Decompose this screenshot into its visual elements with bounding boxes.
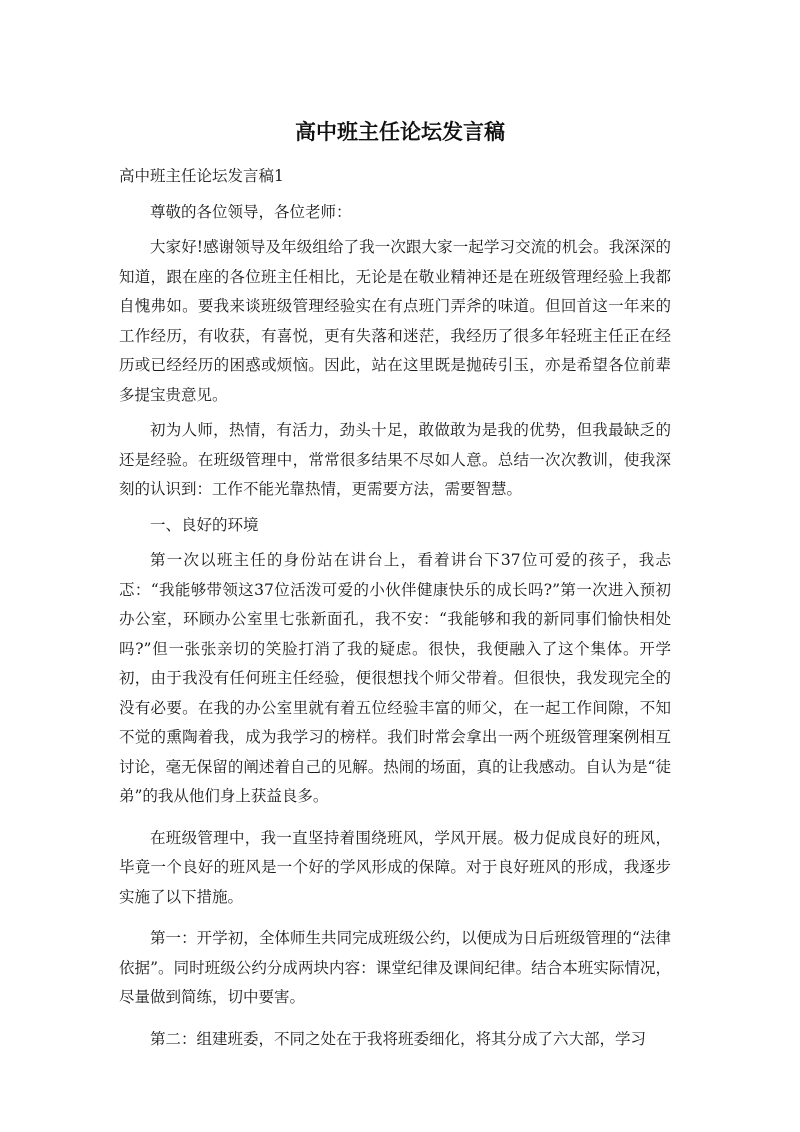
paragraph: 第一次以班主任的身份站在讲台上，看着讲台下37位可爱的孩子，我忐忑：“我能够带领这37位活泼可爱的小伙伴健康快乐的成长吗?”第一次进入预初办公室，环顾办公室里七张新面孔，我不安：“我能够和我的新同事们愉快相处吗?”但一张张亲切的笑脸打消了我的疑虑。很快，我便融入了这个集体。开学初，由于我没有任何班主任经验，便很想找个师父带着。但很快，我发现完全的没有必要。在我的办公室里就有着五位经验丰富的师父，在一起工作间隙，不知不觉的熏陶着我，成为我学习的榜样。我们时常会拿出一两个班级管理案例相互讨论，毫无保留的阐述着自己的见解。热闹的场面，真的让我感动。自认为是“徒弟”的我从他们身上获益良多。 <box>119 551 671 805</box>
paragraph: 初为人师，热情，有活力，劲头十足，敢做敢为是我的优势，但我最缺乏的还是经验。在班级管理中，常常很多结果不尽如人意。总结一次次教训，使我深刻的认识到：工作不能光靠热情，更需要方法，需要智慧。 <box>119 421 671 498</box>
document-title: 高中班主任论坛发言稿 <box>295 120 505 144</box>
salutation: 尊敬的各位领导，各位老师： <box>150 202 352 221</box>
section-heading: 高中班主任论坛发言稿1 <box>119 167 284 185</box>
paragraph: 第一：开学初，全体师生共同完成班级公约，以便成为日后班级管理的“法律依据”。同时班级公约分成两块内容：课堂纪律及课间纪律。结合本班实际情况，尽量做到简练，切中要害。 <box>119 929 671 1006</box>
subheading: 一、良好的环境 <box>150 515 259 534</box>
paragraph: 大家好!感谢领导及年级组给了我一次跟大家一起学习交流的机会。我深深的知道，跟在座的各位班主任相比，无论是在敬业精神还是在班级管理经验上我都自愧弗如。要我来谈班级管理经验实在有点班门弄斧的味道。但回首这一年来的工作经历，有收获，有喜悦，更有失落和迷茫，我经历了很多年轻班主任正在经历或已经经历的困惑或烦恼。因此，站在这里既是抛砖引玉，亦是希望各位前辈多提宝贵意见。 <box>119 238 671 404</box>
paragraph: 在班级管理中，我一直坚持着围绕班风，学风开展。极力促成良好的班风，毕竟一个良好的班风是一个好的学风形成的保障。对于良好班风的形成，我逐步实施了以下措施。 <box>119 828 671 906</box>
paragraph: 第二：组建班委，不同之处在于我将班委细化，将其分成了六大部，学习 <box>150 1029 647 1048</box>
document-body <box>119 162 671 1060</box>
